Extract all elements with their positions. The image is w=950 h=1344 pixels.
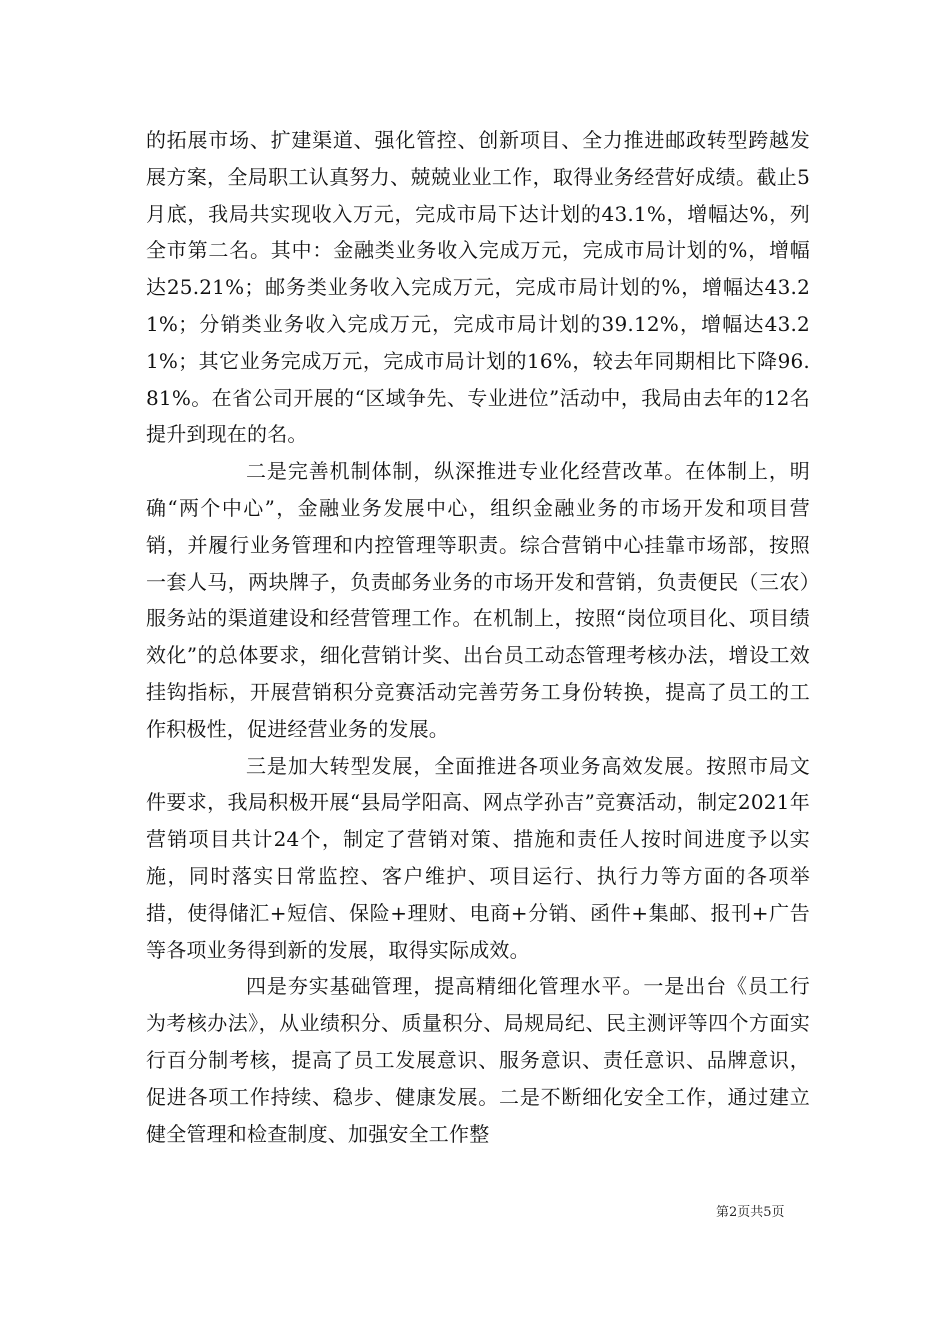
paragraph-3: 三是加大转型发展，全面推进各项业务高效发展。按照市局文件要求，我局积极开展“县局学阳高、网点学孙吉”竞赛活动，制定2021年营销项目共计24个，制定了营销对策、措施和责任人按时间进度予以实施，同时落实日常监控、客户维护、项目运行、执行力等方面的各项举措，使得储汇+短信、保险+理财、电商+分销、函件+集邮、报刊+广告等各项业务得到新的发展，取得实际成效。 [146, 753, 810, 962]
body-text [146, 122, 810, 1152]
paragraph-4: 四是夯实基础管理，提高精细化管理水平。一是出台《员工行为考核办法》，从业绩积分、质量积分、局规局纪、民主测评等四个方面实行百分制考核，提高了员工发展意识、服务意识、责任意识、品牌意识，促进各项工作持续、稳步、健康发展。二是不断细化安全工作，通过建立健全管理和检查制度、加强安全工作整 [146, 974, 810, 1146]
page-number: 第2页共5页 [716, 1205, 785, 1220]
paragraph-2: 二是完善机制体制，纵深推进专业化经营改革。在体制上，明确“两个中心”，金融业务发展中心，组织金融业务的市场开发和项目营销，并履行业务管理和内控管理等职责。综合营销中心挂靠市场部，按照一套人马，两块牌子，负责邮务业务的市场开发和营销，负责便民（三农）服务站的渠道建设和经营管理工作。在机制上，按照“岗位项目化、项目绩效化”的总体要求，细化营销计奖、出台员工动态管理考核办法，增设工效挂钩指标，开展营销积分竞赛活动完善劳务工身份转换，提高了员工的工作积极性，促进经营业务的发展。 [146, 459, 810, 741]
paragraph-1: 的拓展市场、扩建渠道、强化管控、创新项目、全力推进邮政转型跨越发展方案，全局职工认真努力、兢兢业业工作，取得业务经营好成绩。截止5月底，我局共实现收入万元，完成市局下达计划的43.1%，增幅达%，列全市第二名。其中：金融类业务收入完成万元，完成市局计划的%，增幅达25.21%；邮务类业务收入完成万元，完成市局计划的%，增幅达43.21%；分销类业务收入完成万元，完成市局计划的39.12%，增幅达43.21%；其它业务完成万元，完成市局计划的16%，较去年同期相比下降96.81%。在省公司开展的“区域争先、专业进位”活动中，我局由去年的12名提升到现在的名。 [146, 128, 810, 447]
